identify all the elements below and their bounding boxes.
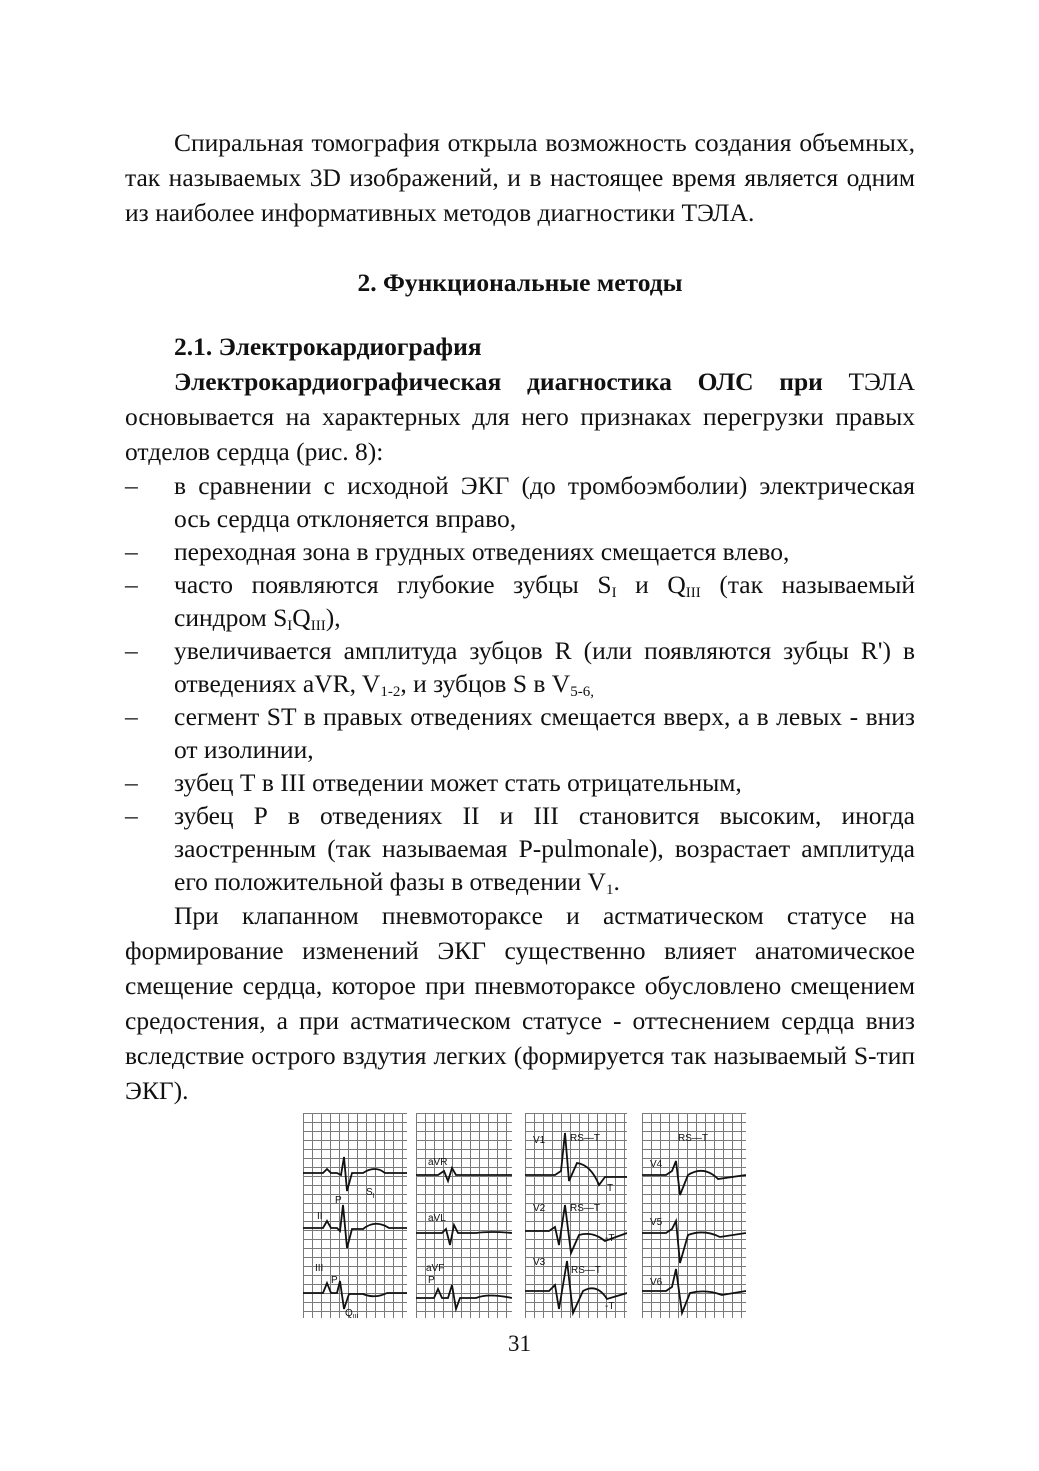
ecg-traces-v1-v3 — [525, 1113, 627, 1318]
list-item-text: зубец Р в отведениях II и III становится высоким, иногда заостренным (так называемая P-pulmonale), возрастает амплитуда его положительной фазы в отведении V — [174, 801, 915, 896]
list-item — [125, 766, 915, 799]
list-item-text: (так называемый синдром S — [174, 570, 915, 632]
subscript: III — [685, 585, 701, 601]
subscript: 5-6, — [570, 684, 594, 700]
list-item — [125, 469, 915, 535]
label-s1: $S_I$ — [366, 1187, 375, 1200]
lead-bold-text: Электрокардиографическая диагностика ОЛС при — [174, 367, 823, 396]
list-dash: – — [125, 537, 138, 566]
label-rst-v4: RS—T — [678, 1133, 708, 1144]
list-item — [125, 799, 915, 898]
page-number: 31 — [508, 1331, 531, 1356]
list-item-text: ), — [325, 603, 341, 632]
list-dash: – — [125, 471, 138, 500]
list-item-text: увеличивается амплитуда зубцов R (или появляются зубцы R') в отведениях aVR, V — [174, 636, 915, 698]
list-dash: – — [125, 768, 138, 797]
list-item-text: сегмент ST в правых отведениях смещается вверх, а в левых - вниз от изолинии, — [174, 702, 915, 764]
list-item-text: переходная зона в грудных отведениях смещается влево, — [174, 537, 790, 566]
label-v4: V4 — [650, 1159, 663, 1170]
list-item — [125, 568, 915, 634]
subscript: III — [310, 618, 326, 634]
label-lead-ii: II — [317, 1211, 323, 1222]
signs-list — [125, 469, 915, 898]
list-dash: – — [125, 570, 138, 599]
list-dash: – — [125, 801, 138, 830]
subscript: I — [287, 618, 293, 634]
subsection-heading: 2.1. Электрокардиография — [174, 332, 482, 361]
lead-paragraph — [125, 364, 915, 469]
ecg-panel-limb-leads — [303, 1113, 407, 1318]
list-item — [125, 535, 915, 568]
list-item-text: и Q — [616, 570, 686, 599]
label-rst-v1: RS—T — [570, 1133, 600, 1144]
label-p-iii: P — [331, 1275, 338, 1286]
label-p-avf: P — [428, 1275, 435, 1286]
label-p-ii: P — [335, 1195, 342, 1206]
list-item-text: . — [613, 867, 620, 896]
label-v3: V3 — [533, 1257, 546, 1268]
ecg-traces-limb — [303, 1113, 407, 1318]
list-item-text: зубец Т в III отведении может стать отрицательным, — [174, 768, 742, 797]
ecg-figure — [303, 1113, 746, 1318]
label-lead-iii: III — [315, 1263, 324, 1274]
list-item-text: часто появляются глубокие зубцы S — [174, 570, 612, 599]
label-rst-v2: RS—T — [570, 1203, 600, 1214]
ecg-traces-augmented — [416, 1113, 512, 1318]
list-item-text: Q — [292, 603, 311, 632]
intro-paragraph: Спиральная томография открыла возможность создания объемных, так называемых 3D изображений, и в настоящее время является одним из наиболее информативных методов диагностики ТЭЛА. — [125, 128, 915, 227]
label-neg-t-v3: -T — [605, 1301, 615, 1312]
label-q3: $Q_{III}$ — [345, 1308, 359, 1318]
section-heading: 2. Функциональные методы — [357, 268, 683, 297]
label-avf: aVF — [426, 1263, 445, 1274]
label-v6: V6 — [650, 1277, 663, 1288]
label-avl: aVL — [428, 1213, 446, 1224]
list-item-text: в сравнении с исходной ЭКГ (до тромбоэмболии) электрическая ось сердца отклоняется вправо, — [174, 471, 915, 533]
ecg-panel-v1-v3 — [525, 1113, 627, 1318]
label-rst-v3: RS—T — [571, 1265, 601, 1276]
list-item — [125, 700, 915, 766]
label-neg-t-v2: -T — [605, 1233, 615, 1244]
label-avr: aVR — [428, 1157, 448, 1168]
closing-paragraph: При клапанном пневмотораксе и астматическом статусе на формирование изменений ЭКГ существенно влияет анатомическое смещение сердца, которое при пневмотораксе обусловлено смещением средостения, а при астматическом статусе - оттеснением сердца вниз вследствие острого вздутия легких (формируется так называемый S-тип ЭКГ). — [125, 901, 915, 1105]
list-dash: – — [125, 702, 138, 731]
label-v1: V1 — [533, 1135, 546, 1146]
list-item — [125, 634, 915, 700]
ecg-panel-v4-v6 — [642, 1113, 746, 1318]
ecg-traces-v4-v6 — [642, 1113, 746, 1318]
label-v2: V2 — [533, 1203, 546, 1214]
label-t-v1: T — [607, 1183, 614, 1194]
label-v5: V5 — [650, 1217, 663, 1228]
ecg-panel-augmented-leads — [416, 1113, 512, 1318]
subscript: I — [611, 585, 617, 601]
subscript: 1 — [605, 882, 614, 898]
list-item-text: , и зубцов S в V — [400, 669, 571, 698]
list-dash: – — [125, 636, 138, 665]
subscript: 1-2 — [380, 684, 401, 700]
lead-rest-text: ТЭЛА основывается на характерных для него признаках перегрузки правых отделов сердца (рис. 8): — [125, 367, 915, 466]
page-body — [125, 125, 915, 1108]
